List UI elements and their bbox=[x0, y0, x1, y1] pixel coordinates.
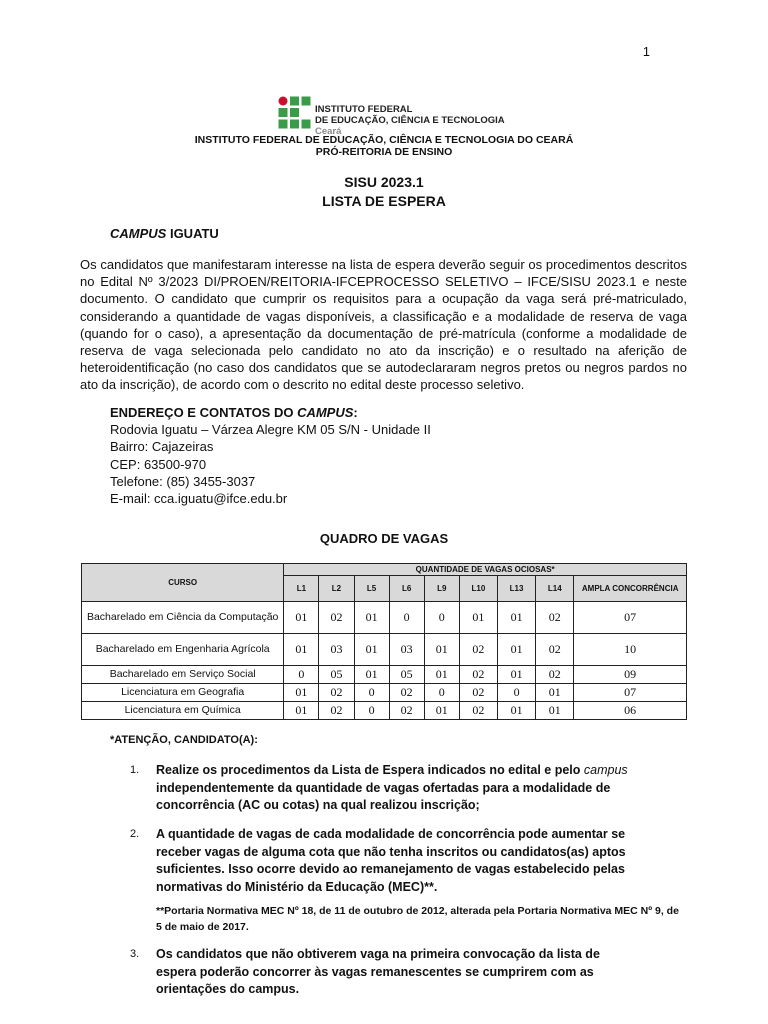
intro-paragraph: Os candidatos que manifestaram interesse na lista de espera deverão seguir os procedimentos descritos no Edital Nº 3/2023 DI/PROEN/REITORIA-IFCEPROCESSO SELETIVO – IFCE/SISU 2023.1 e neste documento. O candidato que cumprir os requisitos para a ocupação da vaga será pré-matriculado, considerando a quantidade de vagas disponíveis, a classificação e a modalidade de reserva de vaga (quando for o caso), a apresentação da documentação de pré-matrícula (conforme a modalidade de reserva de vaga selecionada pelo candidato no ato da inscrição) e o resultado na aferição de heteroidentificação (no caso dos candidatos que se autodeclararam negros pretos ou negros pardos no ato da inscrição), de acordo com o descrito no edital deste processo seletivo. bbox=[80, 257, 687, 393]
group-header: QUANTIDADE DE VAGAS OCIOSAS* bbox=[284, 564, 687, 576]
pro-reitoria: PRÓ-REITORIA DE ENSINO bbox=[315, 146, 453, 158]
vagas-cell: 01 bbox=[459, 602, 497, 634]
logo-line-1: INSTITUTO FEDERAL bbox=[315, 104, 413, 115]
vagas-cell: 0 bbox=[424, 602, 459, 634]
vagas-cell: 01 bbox=[284, 634, 319, 666]
table-row bbox=[82, 634, 687, 666]
vagas-cell: 01 bbox=[424, 634, 459, 666]
curso-cell: Licenciatura em Geografia bbox=[82, 684, 284, 702]
vagas-cell: 02 bbox=[319, 684, 354, 702]
vagas-cell: 0 bbox=[424, 684, 459, 702]
contact-phone: Telefone: (85) 3455-3037 bbox=[110, 473, 256, 489]
vagas-cell: 01 bbox=[354, 634, 389, 666]
attention-heading: *ATENÇÃO, CANDIDATO(A): bbox=[110, 734, 258, 746]
column-header: L14 bbox=[536, 576, 574, 602]
vagas-cell: 02 bbox=[536, 602, 574, 634]
item-number: 2. bbox=[130, 828, 140, 840]
curso-cell: Bacharelado em Ciência da Computação bbox=[82, 602, 284, 634]
contact-district: Bairro: Cajazeiras bbox=[110, 439, 214, 455]
table-row bbox=[82, 684, 687, 702]
vagas-cell: 06 bbox=[574, 702, 687, 720]
column-header: L13 bbox=[497, 576, 535, 602]
ifce-logo-mark-icon bbox=[278, 96, 312, 136]
vagas-cell: 03 bbox=[319, 634, 354, 666]
contacts-heading: ENDEREÇO E CONTATOS DO CAMPUS: bbox=[110, 405, 358, 420]
vagas-cell: 02 bbox=[459, 666, 497, 684]
quadro-title: QUADRO DE VAGAS bbox=[319, 531, 449, 546]
vagas-cell: 07 bbox=[574, 602, 687, 634]
vagas-cell: 01 bbox=[497, 702, 535, 720]
vagas-cell: 01 bbox=[536, 684, 574, 702]
campus-name: IGUATU bbox=[166, 226, 219, 241]
vagas-cell: 01 bbox=[284, 602, 319, 634]
vagas-cell: 02 bbox=[319, 602, 354, 634]
contact-email: E-mail: cca.iguatu@ifce.edu.br bbox=[110, 491, 288, 507]
institute-name: INSTITUTO FEDERAL DE EDUCAÇÃO, CIÊNCIA E TECNOLOGIA DO CEARÁ bbox=[194, 134, 574, 146]
vagas-cell: 0 bbox=[354, 684, 389, 702]
vagas-cell: 02 bbox=[319, 702, 354, 720]
vagas-cell: 02 bbox=[389, 684, 424, 702]
page-number: 1 bbox=[642, 44, 650, 59]
vagas-cell: 01 bbox=[354, 666, 389, 684]
vagas-cell: 0 bbox=[389, 602, 424, 634]
contact-cep: CEP: 63500-970 bbox=[110, 456, 207, 472]
logo-text bbox=[315, 104, 505, 137]
column-header: L1 bbox=[284, 576, 319, 602]
vagas-cell: 02 bbox=[459, 634, 497, 666]
column-header: AMPLA CONCORRÊNCIA bbox=[574, 576, 687, 602]
item-number: 3. bbox=[130, 948, 140, 960]
vagas-cell: 01 bbox=[424, 702, 459, 720]
vagas-cell: 01 bbox=[284, 684, 319, 702]
contact-address: Rodovia Iguatu – Várzea Alegre KM 05 S/N - Unidade II bbox=[110, 422, 431, 438]
column-header: L5 bbox=[354, 576, 389, 602]
vagas-cell: 01 bbox=[497, 602, 535, 634]
doc-title: SISU 2023.1 bbox=[344, 174, 424, 190]
curso-cell: Bacharelado em Engenharia Agrícola bbox=[82, 634, 284, 666]
vagas-cell: 01 bbox=[536, 702, 574, 720]
column-header: L9 bbox=[424, 576, 459, 602]
vagas-cell: 02 bbox=[459, 702, 497, 720]
vagas-cell: 01 bbox=[284, 702, 319, 720]
vagas-cell: 05 bbox=[389, 666, 424, 684]
column-header: L2 bbox=[319, 576, 354, 602]
campus-prefix: CAMPUS bbox=[110, 226, 167, 241]
logo-line-2: DE EDUCAÇÃO, CIÊNCIA E TECNOLOGIA bbox=[315, 115, 505, 126]
vagas-cell: 10 bbox=[574, 634, 687, 666]
vagas-cell: 02 bbox=[389, 702, 424, 720]
attention-note: **Portaria Normativa MEC Nº 18, de 11 de outubro de 2012, alterada pela Portaria Normativa MEC Nº 9, de 5 de maio de 2017. bbox=[156, 905, 679, 933]
column-header: L6 bbox=[389, 576, 424, 602]
attention-item-2: 2. A quantidade de vagas de cada modalidade de concorrência pode aumentar se receber vagas de alguma cota que não tenha inscritos ou candidatos(as) aptos suficientes. Isso ocorre devido ao remanejamento de vagas estabelecido pelas normativas do Ministério da Educação (MEC)**. bbox=[130, 827, 626, 894]
table-row bbox=[82, 602, 687, 634]
vagas-cell: 03 bbox=[389, 634, 424, 666]
vagas-cell: 01 bbox=[497, 666, 535, 684]
vagas-cell: 01 bbox=[497, 634, 535, 666]
attention-item-1: 1. Realize os procedimentos da Lista de Espera indicados no edital e pelo campus independentemente da quantidade de vagas ofertadas para a modalidade de concorrência (AC ou cotas) na qual realizou inscrição; bbox=[130, 763, 628, 812]
vagas-cell: 02 bbox=[536, 634, 574, 666]
table-row bbox=[82, 666, 687, 684]
curso-cell: Licenciatura em Química bbox=[82, 702, 284, 720]
vagas-cell: 09 bbox=[574, 666, 687, 684]
curso-cell: Bacharelado em Serviço Social bbox=[82, 666, 284, 684]
ifce-logo bbox=[278, 96, 312, 136]
vagas-cell: 0 bbox=[497, 684, 535, 702]
vagas-cell: 0 bbox=[284, 666, 319, 684]
vagas-cell: 07 bbox=[574, 684, 687, 702]
vagas-cell: 01 bbox=[424, 666, 459, 684]
vagas-cell: 0 bbox=[354, 702, 389, 720]
vagas-cell: 02 bbox=[536, 666, 574, 684]
table-row bbox=[82, 702, 687, 720]
vagas-cell: 02 bbox=[459, 684, 497, 702]
item-number: 1. bbox=[130, 764, 140, 776]
contacts-block bbox=[110, 404, 431, 507]
column-header: L10 bbox=[459, 576, 497, 602]
vagas-cell: 05 bbox=[319, 666, 354, 684]
logo-line-3: Ceará bbox=[315, 126, 342, 137]
vagas-table bbox=[81, 563, 687, 720]
curso-header: CURSO bbox=[82, 564, 284, 602]
attention-item-3: 3. Os candidatos que não obtiverem vaga na primeira convocação da lista de espera poderão concorrer às vagas remanescentes se cumprirem com as orientações do campus. bbox=[130, 947, 600, 996]
campus-label bbox=[110, 226, 219, 241]
doc-subtitle: LISTA DE ESPERA bbox=[322, 193, 446, 209]
vagas-cell: 01 bbox=[354, 602, 389, 634]
